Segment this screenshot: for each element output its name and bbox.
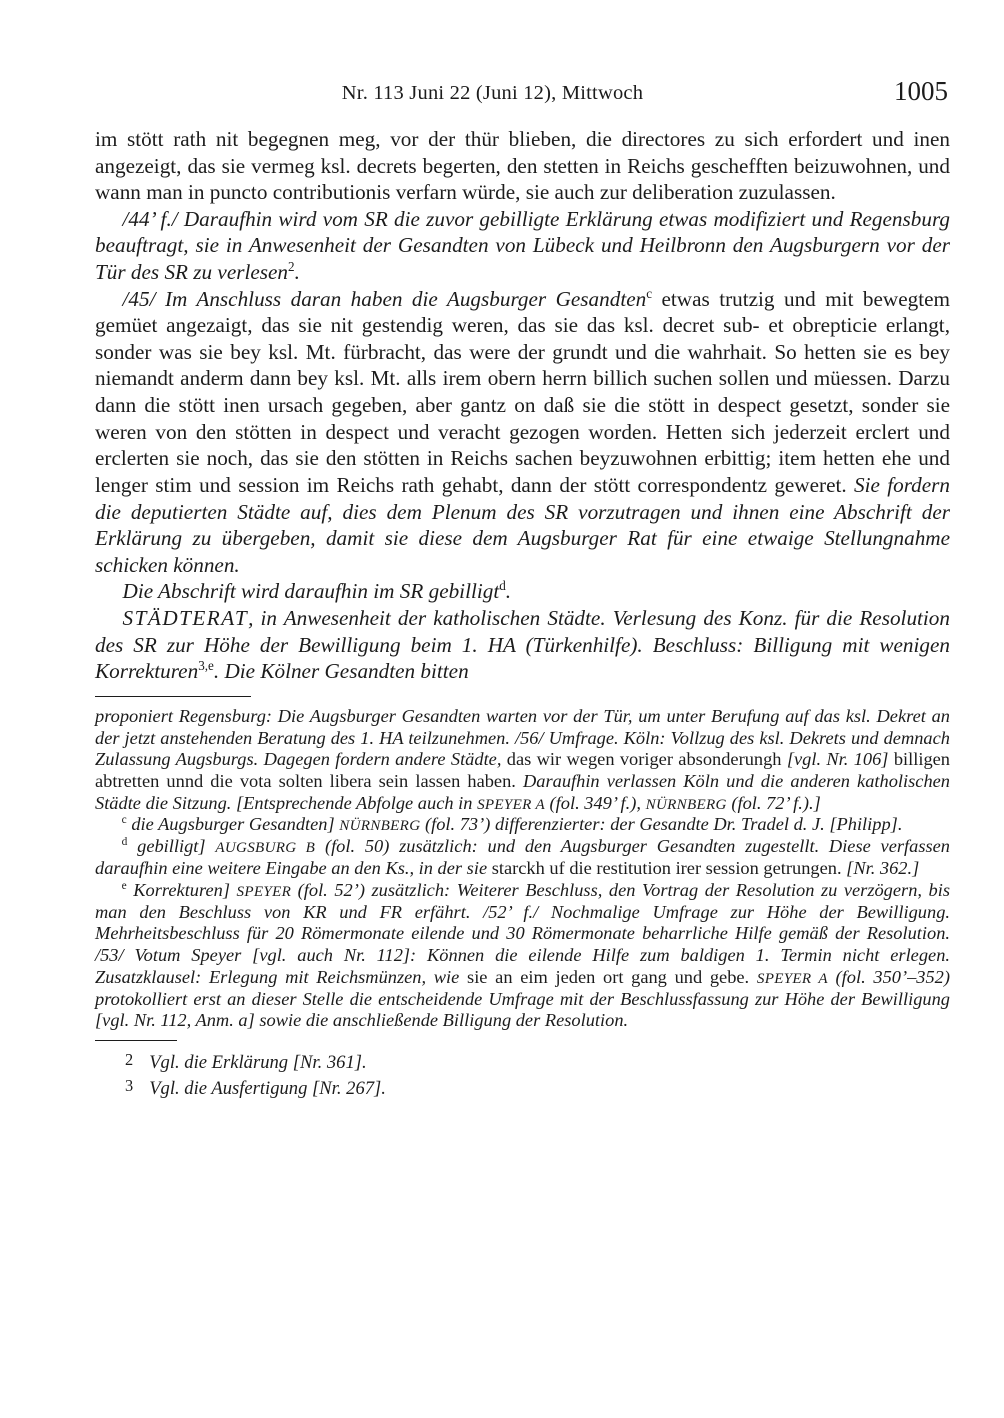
text-segment: billigen abtretten unnd die vota solten libera sein lassen haben.	[95, 749, 950, 791]
apparatus-separator-rule	[95, 696, 251, 697]
footnote-marker: 2	[288, 258, 295, 274]
endnote	[95, 1050, 950, 1076]
footnote-marker: d	[499, 578, 506, 594]
running-title: Nr. 113 Juni 22 (Juni 12), Mittwoch	[341, 82, 644, 104]
text-segment: SPEYER A	[477, 796, 545, 813]
text-segment: [Nr. 362.]	[846, 858, 920, 879]
paragraph	[95, 880, 950, 1032]
footnote-marker: d	[121, 836, 128, 849]
text-segment: SPEYER	[236, 883, 292, 900]
text-segment: proponiert Regensburg: Die Augsburger Gesandten warten vor der Tür, um unter Berufung auf das ksl. Dekret an der jetzt anstehenden Beratung des 1. HA teilzunehmen. /56/ Umfrage. Köln: Vollzug des ksl. Dekrets und demnach Zulassung Augsburgs. Dagegen fordern andere Städte,	[95, 705, 950, 770]
paragraph	[95, 126, 950, 206]
text-segment: Sie fordern die deputierten Städte auf, dies dem Plenum des SR vorzutragen und ihnen eine Abschrift der Erklärung zu übergeben, damit sie diese dem Augsburger Rat für eine etwaige Stellungnahme schicken können.	[95, 472, 950, 577]
footnote-marker: c	[646, 285, 653, 301]
text-segment: (fol. 52’) zusätzlich: Weiterer Beschluss, den Vortrag der Resolution zu verzögern, bis man den Beschluss von KR und FR erfährt. /52’ f./ Nochmalige Umfrage zur Höhe der Bewilligung. Mehrheitsbeschluss für 20 Römermonate eilende und 30 Römermonate beharrliche Hilfe gemäß der Resolution. /53/ Votum Speyer [vgl. auch Nr. 112]: Können die eilende Hilfe zum baldigen 1. Termin nicht erlegen. Zusatzklausel: Erlegung mit Reichsmünzen, wie	[95, 879, 950, 987]
text-segment: NÜRNBERG	[339, 818, 421, 835]
endnote-number: 2	[125, 1049, 134, 1069]
text-segment: , in Anwesenheit der katholischen Städte. Verlesung des Konz. für die Resolution des SR zur Höhe der Bewilligung beim 1. HA (Türkenhilfe). Beschluss: Billigung mit wenigen Korrekturen	[95, 605, 950, 684]
text-segment: (fol. 73’) differenzierter: der Gesandte Dr. Tradel d. J. [Philipp].	[420, 814, 903, 835]
paragraph	[95, 836, 950, 880]
main-text-block	[95, 126, 950, 685]
text-segment: etwas trutzig und mit bewegtem gemüet angezaigt, das sie nit gestendig weren, das sie das ksl. decret sub- et obrepticie erlangt, sonder was sie bey ksl. Mt. fürbracht, das were der grundt und die wahrhait. So hetten sie es bey niemandt anderm dann bey ksl. Mt. alls irem obern herrn billich suchen sollen und müessen. Darzu dann die stött inen ursach gegeben, aber gantz on daß sie die stött in despect gesetzt, sonder sie weren von den stötten in despect und veracht gezogen worden. Hetten sich jederzeit erclert und erclerten sie noch, das sie den stötten in Reichs sachen beyzuwohnen erbittig; item hetten ehe und lenger stim und session im Reichs rath gehabt, dann der stött correspondentz geweret.	[95, 286, 951, 497]
paragraph	[95, 578, 950, 605]
text-segment: (fol. 50) zusätzlich: und den Augsburger Gesandten zugestellt. Diese verfassen daraufhin eine weitere Eingabe an den Ks., in der sie	[95, 836, 950, 879]
text-segment: AUGSBURG B	[215, 840, 316, 857]
paragraph	[95, 286, 950, 579]
text-segment: .	[505, 579, 512, 604]
text-segment: . Die Kölner Gesandten bitten	[213, 659, 469, 684]
text-segment: SPEYER A	[756, 970, 828, 987]
text-segment: (fol. 72’ f.).]	[726, 792, 821, 813]
text-segment: starckh uf die restitution irer session getrungen.	[491, 858, 847, 879]
text-segment: [vgl. Nr. 106]	[786, 749, 894, 770]
text-segment: Vgl. die Erklärung [Nr. 361].	[149, 1051, 367, 1073]
endnote	[95, 1076, 950, 1102]
text-segment: /45/ Im Anschluss daran haben die Augsburger Gesandten	[122, 286, 647, 311]
paragraph	[95, 206, 950, 286]
text-segment: Vgl. die Ausfertigung [Nr. 267].	[149, 1077, 386, 1099]
text-segment: sie an eim jeden ort gang und gebe.	[467, 966, 757, 987]
text-segment: (fol. 349’ f.),	[544, 792, 646, 813]
text-segment: NÜRNBERG	[645, 796, 727, 813]
page-header	[95, 76, 950, 116]
numbered-endnotes-block	[95, 1050, 950, 1101]
text-segment: im stött rath nit begegnen meg, vor der thür blieben, die directores zu sich erfordert und inen angezeigt, das sie vermeg ksl. decrets begerten, den stetten in Reichs geschefften beizuwohnen, und wann man in puncto contributionis verfarn würde, sie auch zur deliberation zuzulassen.	[95, 127, 950, 205]
text-segment: .	[294, 260, 300, 285]
footnote-marker: 3,e	[198, 658, 214, 674]
paragraph	[95, 706, 950, 815]
text-segment: STÄDTERAT	[122, 605, 249, 630]
text-segment: Daraufhin verlassen Köln und die anderen katholischen Städte die Sitzung. [Entsprechende Abfolge auch in	[95, 770, 951, 813]
text-segment: Korrekturen]	[126, 879, 237, 900]
text-segment: Die Abschrift wird daraufhin im SR gebilligt	[122, 579, 500, 604]
text-segment: das wir wegen voriger absonderungh	[506, 749, 787, 770]
footnote-marker: c	[121, 814, 127, 827]
text-segment: die Augsburger Gesandten]	[126, 814, 340, 835]
endnote-number: 3	[125, 1075, 134, 1095]
paragraph	[95, 605, 950, 685]
endnote-separator-rule	[95, 1040, 177, 1041]
text-segment: /44’ f./ Daraufhin wird vom SR die zuvor gebilligte Erklärung etwas modifiziert und Regensburg beauftragt, sie in Anwesenheit der Gesandten von Lübeck und Heilbronn den Augsburgern vor der Tür des SR zu verlesen	[95, 206, 950, 285]
critical-apparatus-block	[95, 706, 950, 1032]
text-segment: gebilligt]	[127, 836, 216, 857]
text-segment: (fol. 350’–352) protokolliert erst an dieser Stelle die entscheidende Umfrage mit der Beschlussfassung zur Höhe der Bewilligung [vgl. Nr. 112, Anm. a] sowie die anschließende Billigung der Resolution.	[95, 966, 950, 1031]
footnote-marker: e	[121, 879, 127, 892]
page-number: 1005	[894, 76, 948, 106]
paragraph	[95, 814, 950, 836]
